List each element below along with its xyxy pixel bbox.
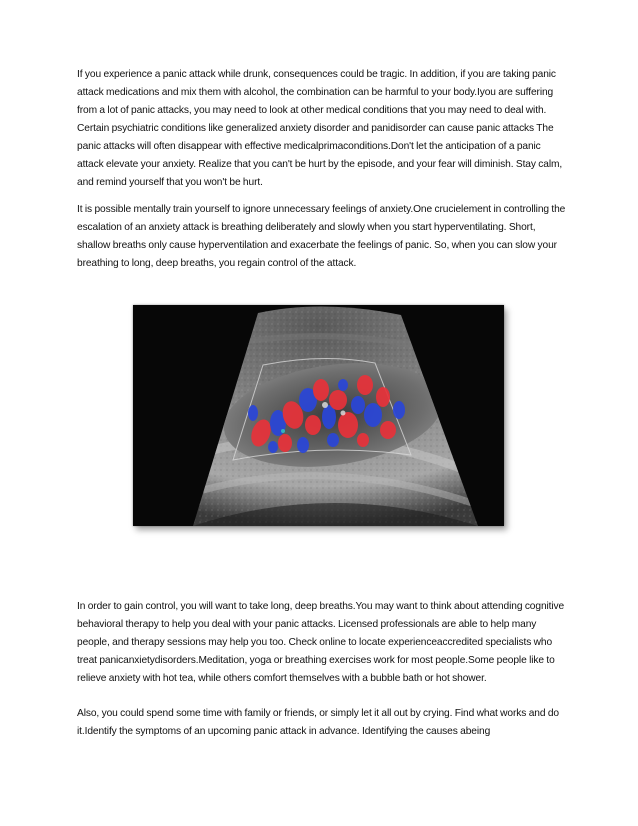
paragraph-3: In order to gain control, you will want to take long, deep breaths.You may want to think about attending cognitive behavioral therapy to help you deal with your panic attacks. Licensed professionals are able to help many people, and therapy sessions may help you too. Check online to locate experienceaccredited specialists who treat panicanxietydisorders.Meditation, yoga or breathing exercises work for most people.Some people like to relieve anxiety with hot tea, while others comfort themselves with a bubble bath or hot shower. <box>77 601 565 684</box>
ultrasound-image <box>133 305 504 526</box>
paragraph-4: Also, you could spend some time with family or friends, or simply let it all out by crying. Find what works and do it.Identify the symptoms of an upcoming panic attack in advance. Identifying the causes abeing <box>77 708 559 737</box>
paragraph-2: It is possible mentally train yourself to ignore unnecessary feelings of anxiety.One crucielement in controlling the escalation of an anxiety attack is breathing deliberately and slowly when you start hyperventilating. Short, shallow breaths only cause hyperventilation and exacerbate the feelings of panic. So, when you can slow your breathing to long, deep breaths, you regain control of the attack. <box>77 204 566 269</box>
doppler-ultrasound-graphic <box>133 305 504 526</box>
paragraph-1: If you experience a panic attack while drunk, consequences could be tragic. In addition, if you are taking panic attack medications and mix them with alcohol, the combination can be harmful to your body.Iyou are suffering from a lot of panic attacks, you may need to look at other medical conditions that you may need to deal with. Certain psychiatric conditions like generalized anxiety disorder and panidisorder can cause panic attacks The panic attacks will often disappear with effective medicalprimaconditions.Don't let the anticipation of a panic attack elevate your anxiety. Realize that you can't be hurt by the episode, and your fear will diminish. Stay calm, and remind yourself that you won't be hurt. <box>77 69 563 188</box>
